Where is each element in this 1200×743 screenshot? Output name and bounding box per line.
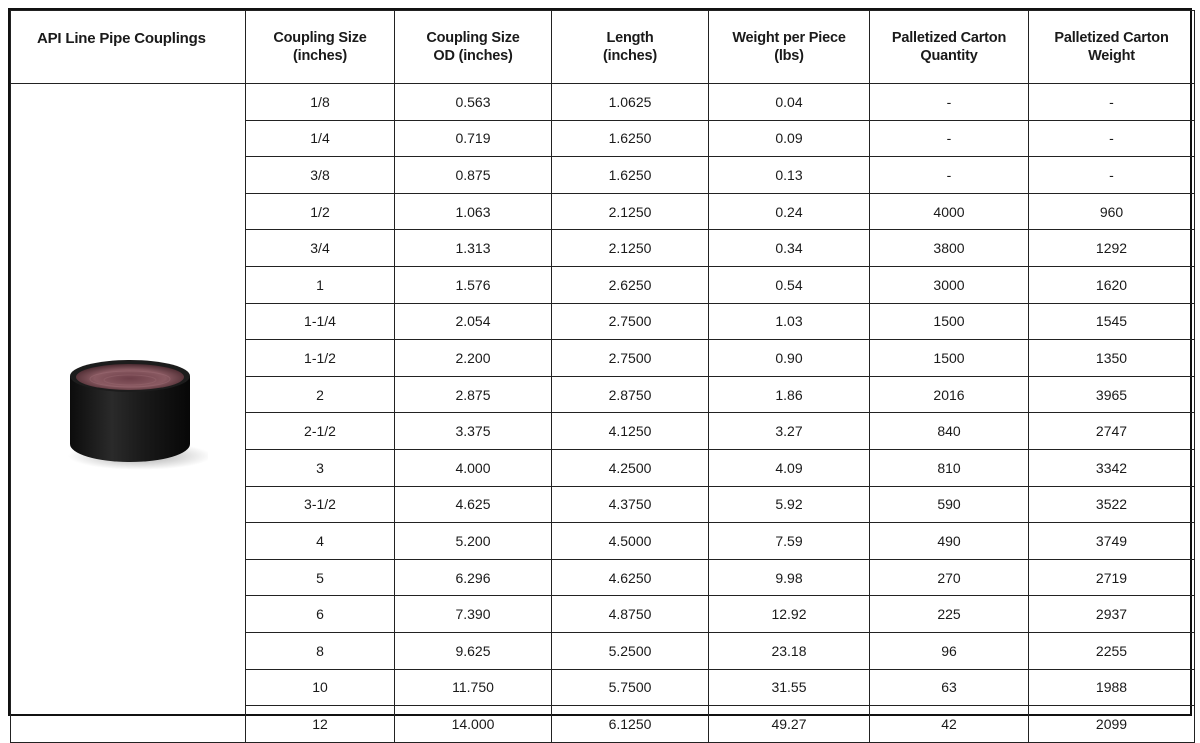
table-cell: 1.6250	[552, 120, 709, 157]
table-cell: 0.719	[395, 120, 552, 157]
coupling-spec-table	[10, 10, 1195, 743]
table-cell: 23.18	[709, 632, 870, 669]
table-cell: 2.875	[395, 376, 552, 413]
table-cell: 2255	[1029, 632, 1195, 669]
table-cell: 590	[870, 486, 1029, 523]
header-line: Palletized Carton	[1054, 30, 1169, 46]
table-cell: 1-1/4	[246, 303, 395, 340]
table-cell: 1292	[1029, 230, 1195, 267]
table-cell: 490	[870, 523, 1029, 560]
table-cell: 1/8	[246, 84, 395, 121]
table-cell: 42	[870, 706, 1029, 743]
pipe-coupling-icon	[48, 348, 208, 478]
table-cell: 4.6250	[552, 559, 709, 596]
table-cell: 1.0625	[552, 84, 709, 121]
table-cell: 9.98	[709, 559, 870, 596]
table-cell: 4.000	[395, 449, 552, 486]
table-cell: 4.3750	[552, 486, 709, 523]
table-cell: 4.5000	[552, 523, 709, 560]
table-cell: 225	[870, 596, 1029, 633]
col-header-weight	[709, 11, 870, 84]
table-cell: 4.1250	[552, 413, 709, 450]
table-cell: 2719	[1029, 559, 1195, 596]
table-cell: 1988	[1029, 669, 1195, 706]
table-cell: 1.063	[395, 193, 552, 230]
table-cell: -	[870, 84, 1029, 121]
table-cell: 3000	[870, 266, 1029, 303]
table-cell: 2.7500	[552, 340, 709, 377]
table-cell: 8	[246, 632, 395, 669]
table-cell: 2.1250	[552, 230, 709, 267]
table-cell: 4.09	[709, 449, 870, 486]
table-cell: 3342	[1029, 449, 1195, 486]
col-header-carton-qty	[870, 11, 1029, 84]
table-cell: 960	[1029, 193, 1195, 230]
table-cell: 0.24	[709, 193, 870, 230]
table-cell: 3-1/2	[246, 486, 395, 523]
header-line: Palletized Carton	[891, 30, 1007, 46]
header-row	[11, 11, 1195, 84]
table-cell: -	[1029, 84, 1195, 121]
table-cell: 1500	[870, 340, 1029, 377]
table-cell: 0.09	[709, 120, 870, 157]
table-cell: 4	[246, 523, 395, 560]
table-cell: 96	[870, 632, 1029, 669]
table-cell: 2.6250	[552, 266, 709, 303]
table-cell: 3800	[870, 230, 1029, 267]
table-cell: 1.86	[709, 376, 870, 413]
table-cell: 0.563	[395, 84, 552, 121]
table-cell: 1	[246, 266, 395, 303]
table-cell: 0.04	[709, 84, 870, 121]
table-cell: -	[1029, 120, 1195, 157]
table-cell: 0.34	[709, 230, 870, 267]
table-cell: 2099	[1029, 706, 1195, 743]
header-line: (inches)	[603, 48, 657, 64]
header-line: (lbs)	[774, 48, 804, 64]
table-cell: 1-1/2	[246, 340, 395, 377]
table-cell: 10	[246, 669, 395, 706]
table-cell: 5.7500	[552, 669, 709, 706]
table-cell: 270	[870, 559, 1029, 596]
table-cell: 12	[246, 706, 395, 743]
header-line: OD (inches)	[433, 48, 513, 64]
table-cell: 5	[246, 559, 395, 596]
header-line: Coupling Size	[426, 30, 520, 46]
table-cell: 1500	[870, 303, 1029, 340]
table-cell: 2016	[870, 376, 1029, 413]
table-cell: 0.875	[395, 157, 552, 194]
table-cell: 2747	[1029, 413, 1195, 450]
coupling-spec-table-frame	[8, 8, 1192, 732]
table-cell: 9.625	[395, 632, 552, 669]
table-cell: 1350	[1029, 340, 1195, 377]
table-cell: 5.2500	[552, 632, 709, 669]
table-cell: 2.1250	[552, 193, 709, 230]
table-cell: 6.296	[395, 559, 552, 596]
table-cell: 1/2	[246, 193, 395, 230]
table-cell: 2	[246, 376, 395, 413]
col-header-coupling-size	[246, 11, 395, 84]
header-line: Weight per Piece	[732, 30, 846, 46]
header-line: Coupling Size	[273, 30, 367, 46]
table-cell: 31.55	[709, 669, 870, 706]
table-cell: 5.200	[395, 523, 552, 560]
table-cell: 7.59	[709, 523, 870, 560]
table-row	[11, 84, 1195, 121]
table-cell: 6	[246, 596, 395, 633]
table-cell: 2-1/2	[246, 413, 395, 450]
table-cell: -	[870, 120, 1029, 157]
table-cell: 6.1250	[552, 706, 709, 743]
table-title: API Line Pipe Couplings	[11, 11, 246, 84]
product-image-cell	[11, 84, 246, 743]
table-cell: 7.390	[395, 596, 552, 633]
table-cell: 14.000	[395, 706, 552, 743]
table-cell: 1/4	[246, 120, 395, 157]
table-cell: 0.54	[709, 266, 870, 303]
col-header-length	[552, 11, 709, 84]
table-cell: 11.750	[395, 669, 552, 706]
table-cell: 1.576	[395, 266, 552, 303]
table-cell: 5.92	[709, 486, 870, 523]
table-cell: 3749	[1029, 523, 1195, 560]
table-cell: 3522	[1029, 486, 1195, 523]
table-cell: 840	[870, 413, 1029, 450]
table-cell: 63	[870, 669, 1029, 706]
table-cell: 1620	[1029, 266, 1195, 303]
table-body	[11, 84, 1195, 743]
header-line: (inches)	[293, 48, 347, 64]
table-cell: 2.200	[395, 340, 552, 377]
table-cell: -	[1029, 157, 1195, 194]
table-cell: 0.13	[709, 157, 870, 194]
table-cell: 4.625	[395, 486, 552, 523]
table-cell: 4.2500	[552, 449, 709, 486]
table-cell: 3.27	[709, 413, 870, 450]
table-cell: 3.375	[395, 413, 552, 450]
table-cell: 12.92	[709, 596, 870, 633]
header-line: Weight	[1088, 48, 1135, 64]
table-cell: 49.27	[709, 706, 870, 743]
table-cell: 0.90	[709, 340, 870, 377]
col-header-carton-weight	[1029, 11, 1195, 84]
col-header-od	[395, 11, 552, 84]
header-line: Quantity	[920, 48, 978, 64]
table-cell: 1.6250	[552, 157, 709, 194]
table-cell: 4000	[870, 193, 1029, 230]
table-cell: 1.313	[395, 230, 552, 267]
table-cell: 3	[246, 449, 395, 486]
table-cell: -	[870, 157, 1029, 194]
table-cell: 2.8750	[552, 376, 709, 413]
table-cell: 810	[870, 449, 1029, 486]
table-cell: 2937	[1029, 596, 1195, 633]
table-cell: 3/8	[246, 157, 395, 194]
table-cell: 3/4	[246, 230, 395, 267]
table-cell: 1.03	[709, 303, 870, 340]
table-cell: 2.054	[395, 303, 552, 340]
table-cell: 2.7500	[552, 303, 709, 340]
table-cell: 3965	[1029, 376, 1195, 413]
table-cell: 1545	[1029, 303, 1195, 340]
header-line: Length	[606, 30, 654, 46]
table-cell: 4.8750	[552, 596, 709, 633]
